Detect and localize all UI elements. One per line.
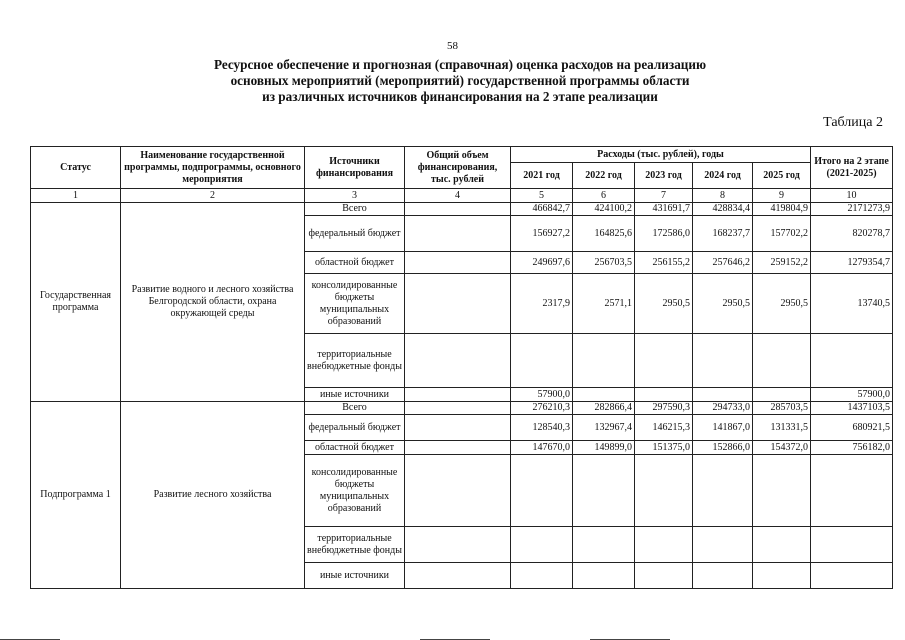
header-status: Статус (31, 147, 121, 189)
table-label: Таблица 2 (823, 115, 883, 130)
row-volume (405, 402, 511, 415)
row-year-value (753, 388, 811, 402)
document-title (120, 57, 800, 105)
header-year: 2023 год (635, 163, 693, 189)
row-volume (405, 415, 511, 441)
row-status: Подпрограмма 1 (31, 402, 121, 589)
row-year-value (693, 388, 753, 402)
row-year-value: 259152,2 (753, 252, 811, 274)
row-year-value: 131331,5 (753, 415, 811, 441)
row-year-value (635, 527, 693, 563)
row-year-value (635, 334, 693, 388)
row-year-value: 294733,0 (693, 402, 753, 415)
header-year: 2021 год (511, 163, 573, 189)
row-year-value: 428834,4 (693, 203, 753, 216)
row-year-value: 2571,1 (573, 274, 635, 334)
column-number: 9 (753, 189, 811, 203)
header-expenses: Расходы (тыс. рублей), годы (511, 147, 811, 163)
row-year-value: 285703,5 (753, 402, 811, 415)
header-year: 2022 год (573, 163, 635, 189)
row-program-name: Развитие водного и лесного хозяйства Белгородской области, охрана окружающей среды (121, 203, 305, 402)
row-year-value (573, 563, 635, 589)
row-stage-total (811, 527, 893, 563)
row-year-value (573, 388, 635, 402)
row-source: консолидированные бюджеты муниципальных образований (305, 455, 405, 527)
row-year-value (573, 455, 635, 527)
header-year: 2024 год (693, 163, 753, 189)
column-number: 1 (31, 189, 121, 203)
row-year-value: 2317,9 (511, 274, 573, 334)
row-year-value: 419804,9 (753, 203, 811, 216)
row-year-value: 256703,5 (573, 252, 635, 274)
row-year-value: 257646,2 (693, 252, 753, 274)
page-number: 58 (447, 40, 458, 52)
row-stage-total: 680921,5 (811, 415, 893, 441)
row-year-value: 297590,3 (635, 402, 693, 415)
row-stage-total: 2171273,9 (811, 203, 893, 216)
column-number: 4 (405, 189, 511, 203)
row-year-value: 156927,2 (511, 216, 573, 252)
row-source: федеральный бюджет (305, 415, 405, 441)
row-program-name: Развитие лесного хозяйства (121, 402, 305, 589)
header-total-volume: Общий объем финансирования, тыс. рублей (405, 147, 511, 189)
row-year-value: 152866,0 (693, 441, 753, 455)
row-stage-total: 57900,0 (811, 388, 893, 402)
table-row (31, 402, 893, 415)
row-year-value (753, 563, 811, 589)
row-source: федеральный бюджет (305, 216, 405, 252)
table-row (31, 203, 893, 216)
row-year-value: 128540,3 (511, 415, 573, 441)
row-year-value: 147670,0 (511, 441, 573, 455)
row-year-value (693, 455, 753, 527)
row-year-value: 249697,6 (511, 252, 573, 274)
row-year-value: 466842,7 (511, 203, 573, 216)
row-source: территориальные внебюджетные фонды (305, 527, 405, 563)
row-year-value (693, 527, 753, 563)
row-source: консолидированные бюджеты муниципальных образований (305, 274, 405, 334)
title-line-2: основных мероприятий (мероприятий) государственной программы области (230, 73, 690, 88)
row-volume (405, 252, 511, 274)
row-year-value (573, 527, 635, 563)
row-year-value (693, 334, 753, 388)
column-number: 10 (811, 189, 893, 203)
row-year-value: 2950,5 (635, 274, 693, 334)
header-year: 2025 год (753, 163, 811, 189)
row-year-value: 172586,0 (635, 216, 693, 252)
row-source: территориальные внебюджетные фонды (305, 334, 405, 388)
row-volume (405, 388, 511, 402)
row-year-value: 141867,0 (693, 415, 753, 441)
row-year-value (511, 455, 573, 527)
row-year-value: 157702,2 (753, 216, 811, 252)
row-volume (405, 527, 511, 563)
row-year-value (635, 388, 693, 402)
row-status: Государственная программа (31, 203, 121, 402)
row-source: Всего (305, 402, 405, 415)
column-number: 7 (635, 189, 693, 203)
header-stage-total: Итого на 2 этапе (2021-2025) (811, 147, 893, 189)
row-year-value (573, 334, 635, 388)
row-volume (405, 563, 511, 589)
budget-table (30, 146, 893, 589)
column-number: 6 (573, 189, 635, 203)
row-volume (405, 274, 511, 334)
row-source: областной бюджет (305, 441, 405, 455)
row-year-value: 132967,4 (573, 415, 635, 441)
row-year-value (693, 563, 753, 589)
row-year-value: 151375,0 (635, 441, 693, 455)
row-year-value: 2950,5 (753, 274, 811, 334)
row-stage-total: 13740,5 (811, 274, 893, 334)
row-stage-total: 1279354,7 (811, 252, 893, 274)
row-year-value: 2950,5 (693, 274, 753, 334)
row-year-value: 424100,2 (573, 203, 635, 216)
row-year-value: 282866,4 (573, 402, 635, 415)
row-year-value (753, 527, 811, 563)
row-year-value (635, 563, 693, 589)
row-year-value: 168237,7 (693, 216, 753, 252)
row-stage-total: 756182,0 (811, 441, 893, 455)
row-year-value (511, 334, 573, 388)
column-number: 2 (121, 189, 305, 203)
row-volume (405, 334, 511, 388)
row-year-value (753, 455, 811, 527)
row-year-value: 154372,0 (753, 441, 811, 455)
row-source: областной бюджет (305, 252, 405, 274)
column-number: 3 (305, 189, 405, 203)
row-year-value: 276210,3 (511, 402, 573, 415)
row-volume (405, 455, 511, 527)
row-year-value: 431691,7 (635, 203, 693, 216)
header-name: Наименование государственной программы, подпрограммы, основного мероприятия (121, 147, 305, 189)
row-year-value: 57900,0 (511, 388, 573, 402)
row-stage-total: 820278,7 (811, 216, 893, 252)
title-line-3: из различных источников финансирования на 2 этапе реализации (262, 89, 658, 104)
row-stage-total (811, 455, 893, 527)
row-volume (405, 216, 511, 252)
row-year-value: 146215,3 (635, 415, 693, 441)
row-year-value: 256155,2 (635, 252, 693, 274)
row-volume (405, 203, 511, 216)
row-stage-total (811, 334, 893, 388)
row-stage-total (811, 563, 893, 589)
row-year-value (753, 334, 811, 388)
row-source: иные источники (305, 388, 405, 402)
row-source: Всего (305, 203, 405, 216)
column-number: 8 (693, 189, 753, 203)
row-year-value: 164825,6 (573, 216, 635, 252)
column-number: 5 (511, 189, 573, 203)
row-year-value: 149899,0 (573, 441, 635, 455)
row-stage-total: 1437103,5 (811, 402, 893, 415)
header-sources: Источники финансирования (305, 147, 405, 189)
row-source: иные источники (305, 563, 405, 589)
row-year-value (635, 455, 693, 527)
row-volume (405, 441, 511, 455)
row-year-value (511, 527, 573, 563)
title-line-1: Ресурсное обеспечение и прогнозная (справочная) оценка расходов на реализацию (213, 57, 707, 72)
row-year-value (511, 563, 573, 589)
